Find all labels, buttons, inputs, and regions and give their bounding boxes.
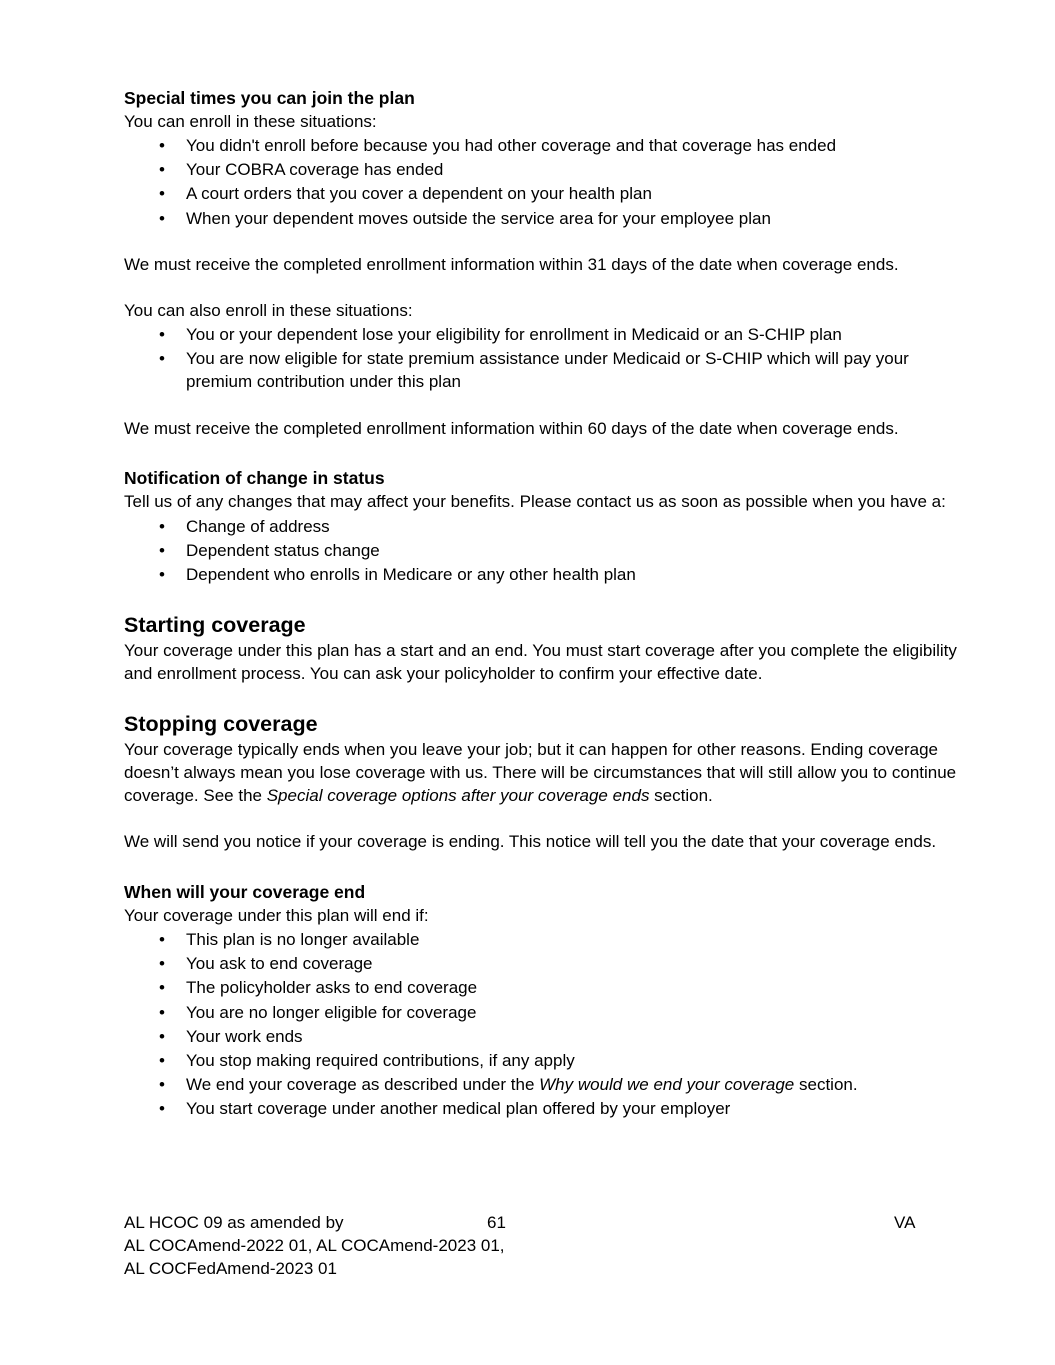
- list-item: • Your work ends: [124, 1025, 858, 1049]
- list-item: • Your COBRA coverage has ended: [124, 158, 836, 182]
- stopping-coverage-line-1: Your coverage typically ends when you leave your job; but it can happen for other reasons. Ending coverage: [124, 740, 938, 759]
- notification-list: [124, 515, 636, 588]
- starting-coverage-line-2: and enrollment process. You can ask your policyholder to confirm your effective date.: [124, 664, 763, 683]
- page-number: 61: [487, 1213, 506, 1232]
- bullet-icon: •: [159, 954, 165, 974]
- list-item: • You ask to end coverage: [124, 952, 858, 976]
- list-item: • When your dependent moves outside the service area for your employee plan: [124, 207, 836, 231]
- deadline-31-days: We must receive the completed enrollment information within 31 days of the date when coverage ends.: [124, 255, 899, 274]
- special-times-intro: You can enroll in these situations:: [124, 112, 377, 131]
- footer-form-id-line-2: AL COCAmend-2022 01, AL COCAmend-2023 01,: [124, 1236, 505, 1255]
- when-coverage-end-heading: When will your coverage end: [124, 882, 366, 902]
- bullet-icon: •: [159, 1099, 165, 1119]
- footer-form-id-line-1: AL HCOC 09 as amended by: [124, 1213, 344, 1232]
- bullet-icon: •: [159, 325, 165, 344]
- why-end-coverage-reference: Why would we end your coverage: [539, 1075, 795, 1095]
- list-item: • A court orders that you cover a dependent on your health plan: [124, 182, 836, 206]
- list-item: • You didn't enroll before because you had other coverage and that coverage has ended: [124, 134, 836, 158]
- bullet-icon: •: [159, 1002, 165, 1022]
- bullet-icon: •: [159, 1026, 165, 1046]
- footer-state: VA: [894, 1213, 916, 1232]
- starting-coverage-heading: Starting coverage: [124, 613, 306, 637]
- also-enroll-intro: You can also enroll in these situations:: [124, 301, 413, 320]
- list-item: • You are now eligible for state premium assistance under Medicaid or S-CHIP which will pay your premium contribution under this plan: [124, 347, 946, 393]
- also-enroll-list: [124, 323, 946, 393]
- when-coverage-end-intro: Your coverage under this plan will end if:: [124, 906, 429, 925]
- coverage-end-list: [124, 928, 858, 1122]
- stopping-coverage-line-3: coverage. See the Special coverage options after your coverage ends section.: [124, 786, 713, 805]
- stopping-coverage-heading: Stopping coverage: [124, 712, 318, 736]
- list-item: • This plan is no longer available: [124, 928, 858, 952]
- bullet-icon: •: [159, 349, 165, 369]
- special-coverage-options-reference: Special coverage options after your coverage ends: [266, 786, 650, 805]
- list-item: • You start coverage under another medical plan offered by your employer: [124, 1097, 858, 1121]
- list-item: • Change of address: [124, 515, 636, 539]
- bullet-icon: •: [159, 978, 165, 998]
- list-item: • You stop making required contributions, if any apply: [124, 1049, 858, 1073]
- list-item: • Dependent who enrolls in Medicare or any other health plan: [124, 563, 636, 587]
- bullet-icon: •: [159, 184, 165, 204]
- list-item: • The policyholder asks to end coverage: [124, 976, 858, 1000]
- bullet-icon: •: [159, 1075, 165, 1095]
- special-times-heading: Special times you can join the plan: [124, 88, 415, 108]
- notification-heading: Notification of change in status: [124, 468, 385, 488]
- bullet-icon: •: [159, 208, 165, 228]
- footer-form-id-line-3: AL COCFedAmend-2023 01: [124, 1259, 337, 1278]
- bullet-icon: •: [159, 565, 165, 585]
- list-item: • You or your dependent lose your eligibility for enrollment in Medicaid or an S-CHIP plan: [124, 323, 946, 347]
- list-item: • You are no longer eligible for coverage: [124, 1001, 858, 1025]
- bullet-icon: •: [159, 160, 165, 180]
- bullet-icon: •: [159, 136, 165, 155]
- bullet-icon: •: [159, 517, 165, 536]
- notification-intro: Tell us of any changes that may affect your benefits. Please contact us as soon as possible when you have a:: [124, 492, 946, 511]
- stopping-coverage-line-2: doesn’t always mean you lose coverage with us. There will be circumstances that will still allow you to continue: [124, 763, 957, 782]
- bullet-icon: •: [159, 930, 165, 949]
- special-times-list: [124, 134, 836, 231]
- list-item: • Dependent status change: [124, 539, 636, 563]
- deadline-60-days: We must receive the completed enrollment information within 60 days of the date when coverage ends.: [124, 419, 899, 438]
- coverage-ending-notice: We will send you notice if your coverage is ending. This notice will tell you the date that your coverage ends.: [124, 832, 937, 851]
- bullet-icon: •: [159, 1051, 165, 1071]
- bullet-icon: •: [159, 541, 165, 561]
- starting-coverage-line-1: Your coverage under this plan has a start and an end. You must start coverage after you complete the eligibility: [124, 641, 957, 660]
- list-item: • We end your coverage as described under the Why would we end your coverage section.: [124, 1073, 858, 1097]
